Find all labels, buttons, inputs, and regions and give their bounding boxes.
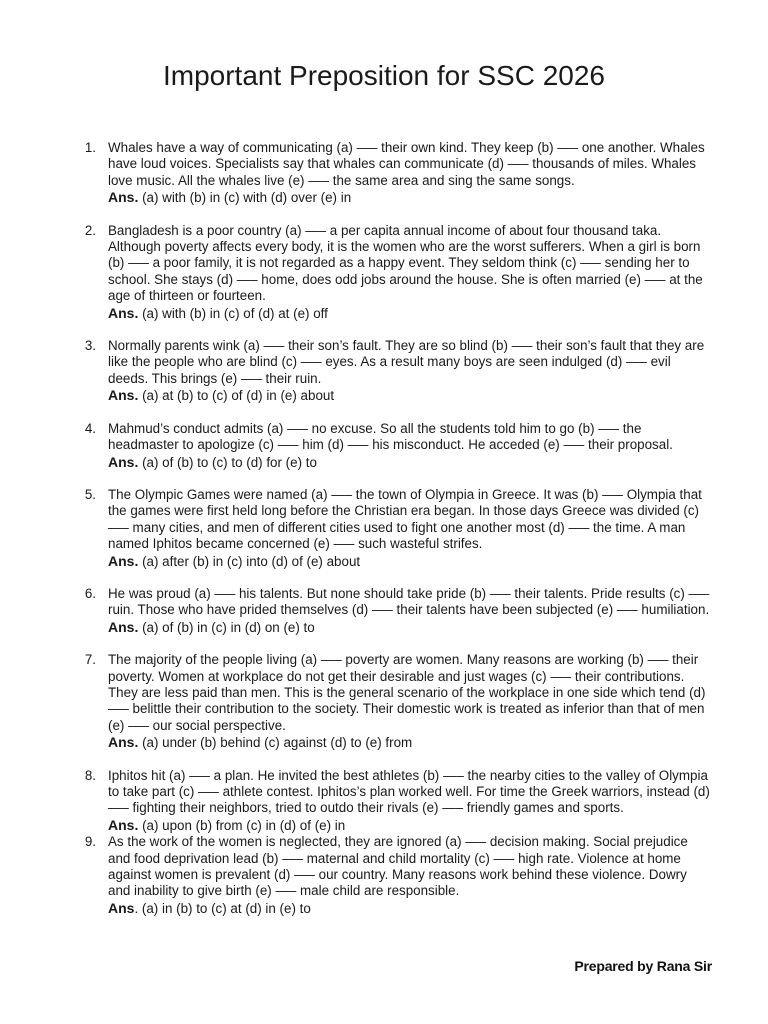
answer-line: [108, 553, 710, 570]
answer-label: Ans.: [108, 816, 139, 833]
question-number: 6.: [84, 585, 96, 601]
question-item: [70, 652, 710, 751]
answer-line: [108, 189, 710, 206]
answer-line: [108, 817, 710, 834]
question-item: [70, 421, 710, 471]
answer-text: (a) upon (b) from (c) in (d) of (e) in: [138, 817, 346, 833]
answer-label: Ans.: [108, 618, 139, 635]
question-item: [70, 487, 710, 570]
question-text: Bangladesh is a poor country (a) —– a per capita annual income of about four thousand taka. Although poverty affects every body, it is the women who are the worst sufferers. When a girl is born (b) —– a poor family, it is not regarded as a happy event. They seldom think (c) —– sending her to school. She stays (d) —– home, does odd jobs around the house. She is often married (e) —– at the age of thirteen or fourteen.: [108, 222, 703, 304]
answer-line: [108, 619, 710, 636]
question-item: [70, 834, 710, 917]
question-text: Iphitos hit (a) —– a plan. He invited the best athletes (b) —– the nearby cities to the valley of Olympia to take part (c) —– athlete contest. Iphitos’s plan worked well. For time the Greek warriors, instead (d) —– fighting their neighbors, tried to outdo their rivals (e) —– friendly games and sports.: [108, 767, 710, 816]
question-item: [70, 768, 710, 835]
question-text: As the work of the women is neglected, they are ignored (a) —– decision making. Social prejudice and food deprivation lead (b) —– maternal and child mortality (c) —– high rate. Violence at home against women is prevalent (d) —– our country. Many reasons work behind these violence. Dowry and inability to give birth (e) —– male child are responsible.: [108, 834, 688, 899]
question-text: He was proud (a) —– his talents. But none should take pride (b) —– their talents. Pride results (c) —– ruin. Those who have prided themselves (d) —– their talents have been subjected (e) —– humiliation.: [108, 585, 710, 618]
answer-label: Ans.: [108, 734, 139, 751]
question-item: [70, 140, 710, 207]
answer-label: Ans: [108, 899, 135, 916]
question-number: 7.: [84, 652, 96, 668]
answer-text: (a) under (b) behind (c) against (d) to (e) from: [138, 735, 413, 751]
answer-line: [108, 387, 710, 404]
question-number: 2.: [84, 222, 96, 238]
question-text: The majority of the people living (a) —– poverty are women. Many reasons are working (b) —– their poverty. Women at workplace do not get their desirable and just wages (c) —– their contributions. They are less paid than men. This is the general scenario of the workplace in one side which tend (d) —– belittle their contribution to the society. Their domestic work is treated as inferior than that of men (e) —– our social perspective.: [108, 652, 706, 733]
answer-line: [108, 734, 710, 751]
answer-text: . (a) in (b) to (c) at (d) in (e) to: [134, 900, 311, 916]
question-number: 3.: [84, 338, 96, 354]
question-text: Normally parents wink (a) —– their son’s fault. They are so blind (b) —– their son’s fault that they are like the people who are blind (c) —– eyes. As a result many boys are seen indulged (d) —– evil deeds. This brings (e) —– their ruin.: [108, 338, 705, 386]
answer-text: (a) with (b) in (c) of (d) at (e) off: [138, 305, 328, 321]
question-text: The Olympic Games were named (a) —– the town of Olympia in Greece. It was (b) —– Olympia that the games were first held long before the Christian era began. In those days Greece was divided (c) —– many cities, and men of different cities used to fight one another most (d) —– the time. A man named Iphitos became concerned (e) —– such wasteful strifes.: [108, 486, 702, 552]
question-list: [70, 140, 710, 917]
answer-text: (a) at (b) to (c) of (d) in (e) about: [138, 388, 335, 404]
answer-text: (a) of (b) in (c) in (d) on (e) to: [138, 619, 315, 635]
question-text: Mahmud’s conduct admits (a) —– no excuse. So all the students told him to go (b) —– the headmaster to apologize (c) —– him (d) —– his misconduct. He acceded (e) —– their proposal.: [108, 420, 673, 453]
answer-label: Ans.: [108, 189, 139, 206]
question-number: 1.: [84, 140, 96, 155]
answer-text: (a) with (b) in (c) with (d) over (e) in: [138, 190, 352, 206]
question-number: 8.: [84, 767, 96, 783]
answer-text: (a) after (b) in (c) into (d) of (e) about: [138, 553, 361, 569]
answer-line: [108, 305, 710, 322]
answer-label: Ans.: [108, 552, 139, 569]
question-number: 9.: [84, 834, 96, 850]
answer-line: [108, 900, 710, 917]
question-item: [70, 586, 710, 636]
question-number: 4.: [84, 420, 96, 436]
page-title: Important Preposition for SSC 2026: [162, 60, 605, 91]
answer-label: Ans.: [108, 453, 139, 470]
question-text: Whales have a way of communicating (a) —– their own kind. They keep (b) —– one another. Whales have loud voices. Specialists say that whales can communicate (d) —– thousands of miles. Whales love music. All the whales live (e) —– the same area and sing the same songs.: [108, 140, 705, 188]
answer-label: Ans.: [108, 387, 139, 404]
answer-text: (a) of (b) to (c) to (d) for (e) to: [138, 454, 317, 470]
question-item: [70, 223, 710, 322]
question-number: 5.: [84, 486, 96, 502]
question-item: [70, 338, 710, 405]
footer-credit: Prepared by Rana Sir: [574, 958, 712, 974]
answer-line: [108, 454, 710, 471]
answer-label: Ans.: [108, 304, 139, 321]
